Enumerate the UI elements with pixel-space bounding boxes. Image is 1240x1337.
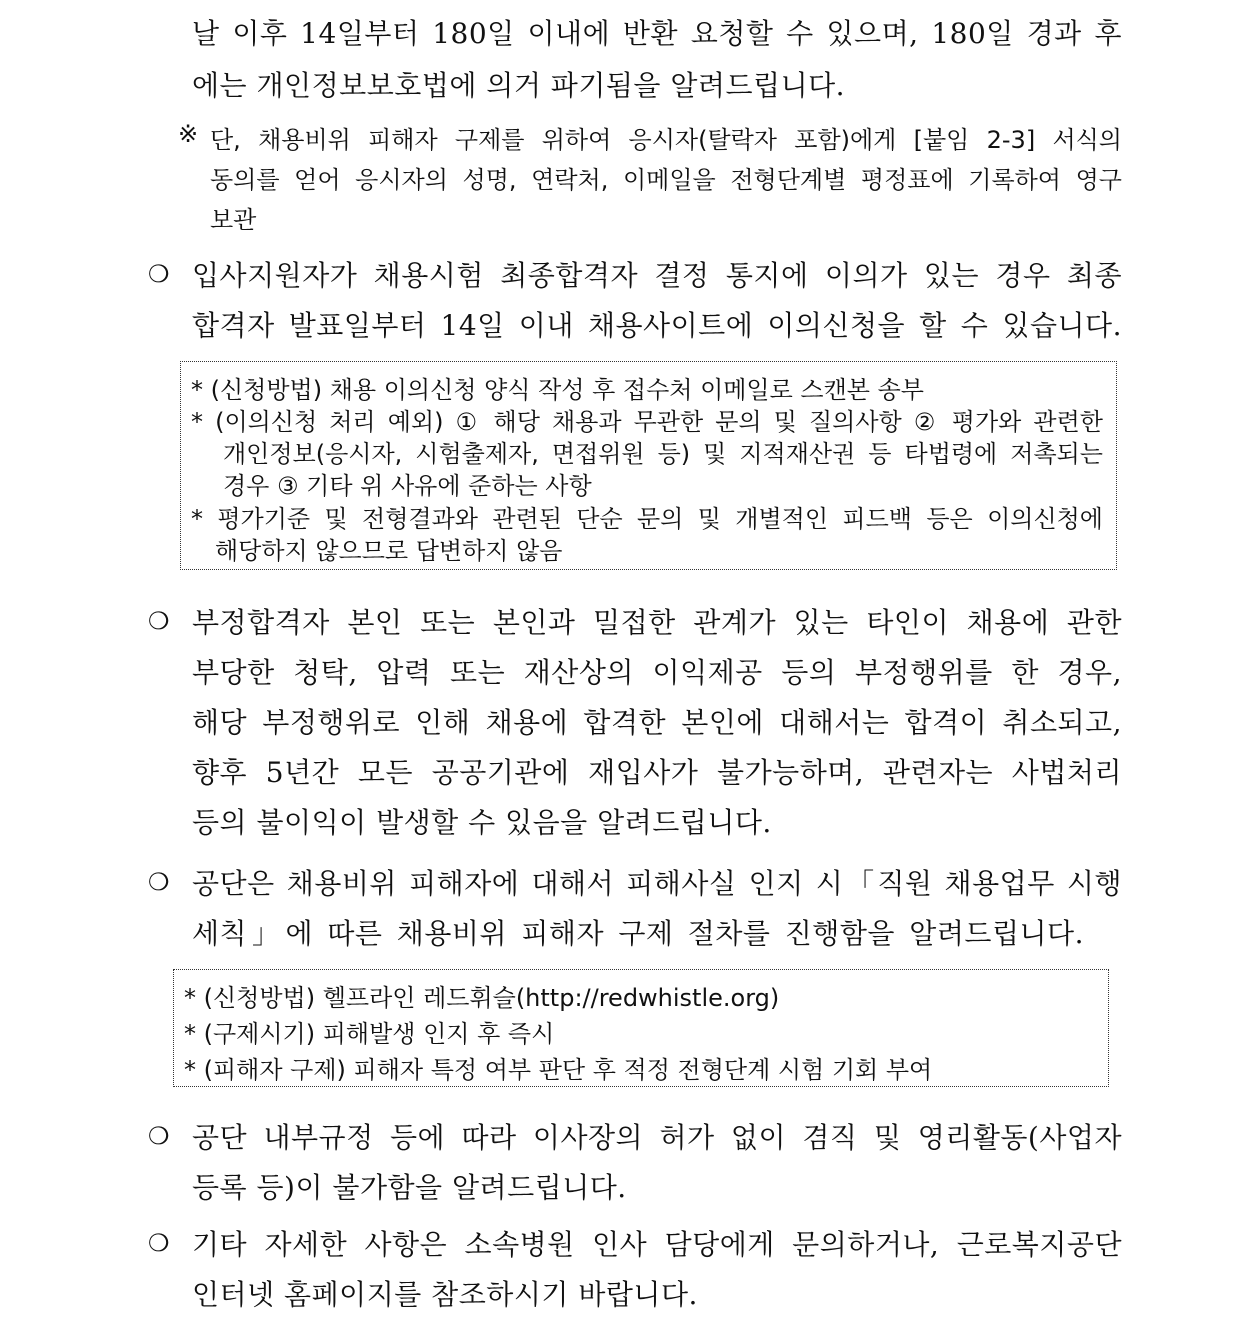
box1-line-6: 해당하지 않으므로 답변하지 않음: [215, 537, 563, 565]
item-bullet: ❍: [148, 1122, 170, 1150]
note-line-2: 동의를 얻어 응시자의 성명, 연락처, 이메일을 전형단계별 평정표에 기록하여 영구: [210, 166, 1122, 194]
item-bullet: ❍: [148, 607, 170, 635]
box1-line-5: * 평가기준 및 전형결과와 관련된 단순 문의 및 개별적인 피드백 등은 이의신청에: [191, 505, 1103, 533]
item-3-line-1: 공단은 채용비위 피해자에 대해서 피해사실 인지 시「직원 채용업무 시행: [192, 867, 1122, 900]
note-line-3: 보관: [210, 206, 257, 234]
box2-line-3: * (피해자 구제) 피해자 특정 여부 판단 후 적정 전형단계 시험 기회 부여: [184, 1056, 933, 1084]
item-2-line-2: 부당한 청탁, 압력 또는 재산상의 이익제공 등의 부정행위를 한 경우,: [192, 656, 1122, 689]
box2-line-2: * (구제시기) 피해발생 인지 후 즉시: [184, 1020, 555, 1048]
box1-line-4: 경우 ③ 기타 위 사유에 준하는 사항: [223, 472, 592, 500]
intro-line-1: 날 이후 14일부터 180일 이내에 반환 요청할 수 있으며, 180일 경과 후: [192, 17, 1122, 50]
item-bullet: ❍: [148, 868, 170, 896]
item-3-line-2: 세칙」에 따른 채용비위 피해자 구제 절차를 진행함을 알려드립니다.: [192, 917, 1084, 950]
item-2-line-1: 부정합격자 본인 또는 본인과 밀접한 관계가 있는 타인이 채용에 관한: [192, 606, 1122, 639]
objection-info-box: [180, 361, 1117, 570]
box1-line-2: * (이의신청 처리 예외) ① 해당 채용과 무관한 문의 및 질의사항 ② 평가와 관련한: [191, 408, 1103, 436]
note-mark: ※: [178, 120, 199, 148]
item-1-line-2: 합격자 발표일부터 14일 이내 채용사이트에 이의신청을 할 수 있습니다.: [192, 309, 1122, 342]
intro-line-2: 에는 개인정보보호법에 의거 파기됨을 알려드립니다.: [192, 69, 846, 102]
item-2-line-5: 등의 불이익이 발생할 수 있음을 알려드립니다.: [192, 806, 772, 839]
box2-line-1: * (신청방법) 헬프라인 레드휘슬(http://redwhistle.org): [184, 984, 780, 1012]
box1-line-1: * (신청방법) 채용 이의신청 양식 작성 후 접수처 이메일로 스캔본 송부: [191, 376, 924, 404]
item-1-line-1: 입사지원자가 채용시험 최종합격자 결정 통지에 이의가 있는 경우 최종: [192, 259, 1122, 292]
box1-line-3: 개인정보(응시자, 시험출제자, 면접위원 등) 및 지적재산권 등 타법령에 저촉되는: [223, 440, 1103, 468]
note-line-1: 단, 채용비위 피해자 구제를 위하여 응시자(탈락자 포함)에게 [붙임 2-3] 서식의: [210, 126, 1122, 154]
item-5-line-1: 기타 자세한 사항은 소속병원 인사 담당에게 문의하거나, 근로복지공단: [192, 1228, 1122, 1261]
item-4-line-2: 등록 등)이 불가함을 알려드립니다.: [192, 1171, 627, 1204]
redwhistle-info-box: [173, 969, 1109, 1087]
item-bullet: ❍: [148, 1229, 170, 1257]
item-bullet: ❍: [148, 260, 170, 288]
item-5-line-2: 인터넷 홈페이지를 참조하시기 바랍니다.: [192, 1278, 698, 1311]
item-2-line-3: 해당 부정행위로 인해 채용에 합격한 본인에 대해서는 합격이 취소되고,: [192, 706, 1122, 739]
item-2-line-4: 향후 5년간 모든 공공기관에 재입사가 불가능하며, 관련자는 사법처리: [192, 756, 1122, 789]
item-4-line-1: 공단 내부규정 등에 따라 이사장의 허가 없이 겸직 및 영리활동(사업자: [192, 1121, 1122, 1154]
